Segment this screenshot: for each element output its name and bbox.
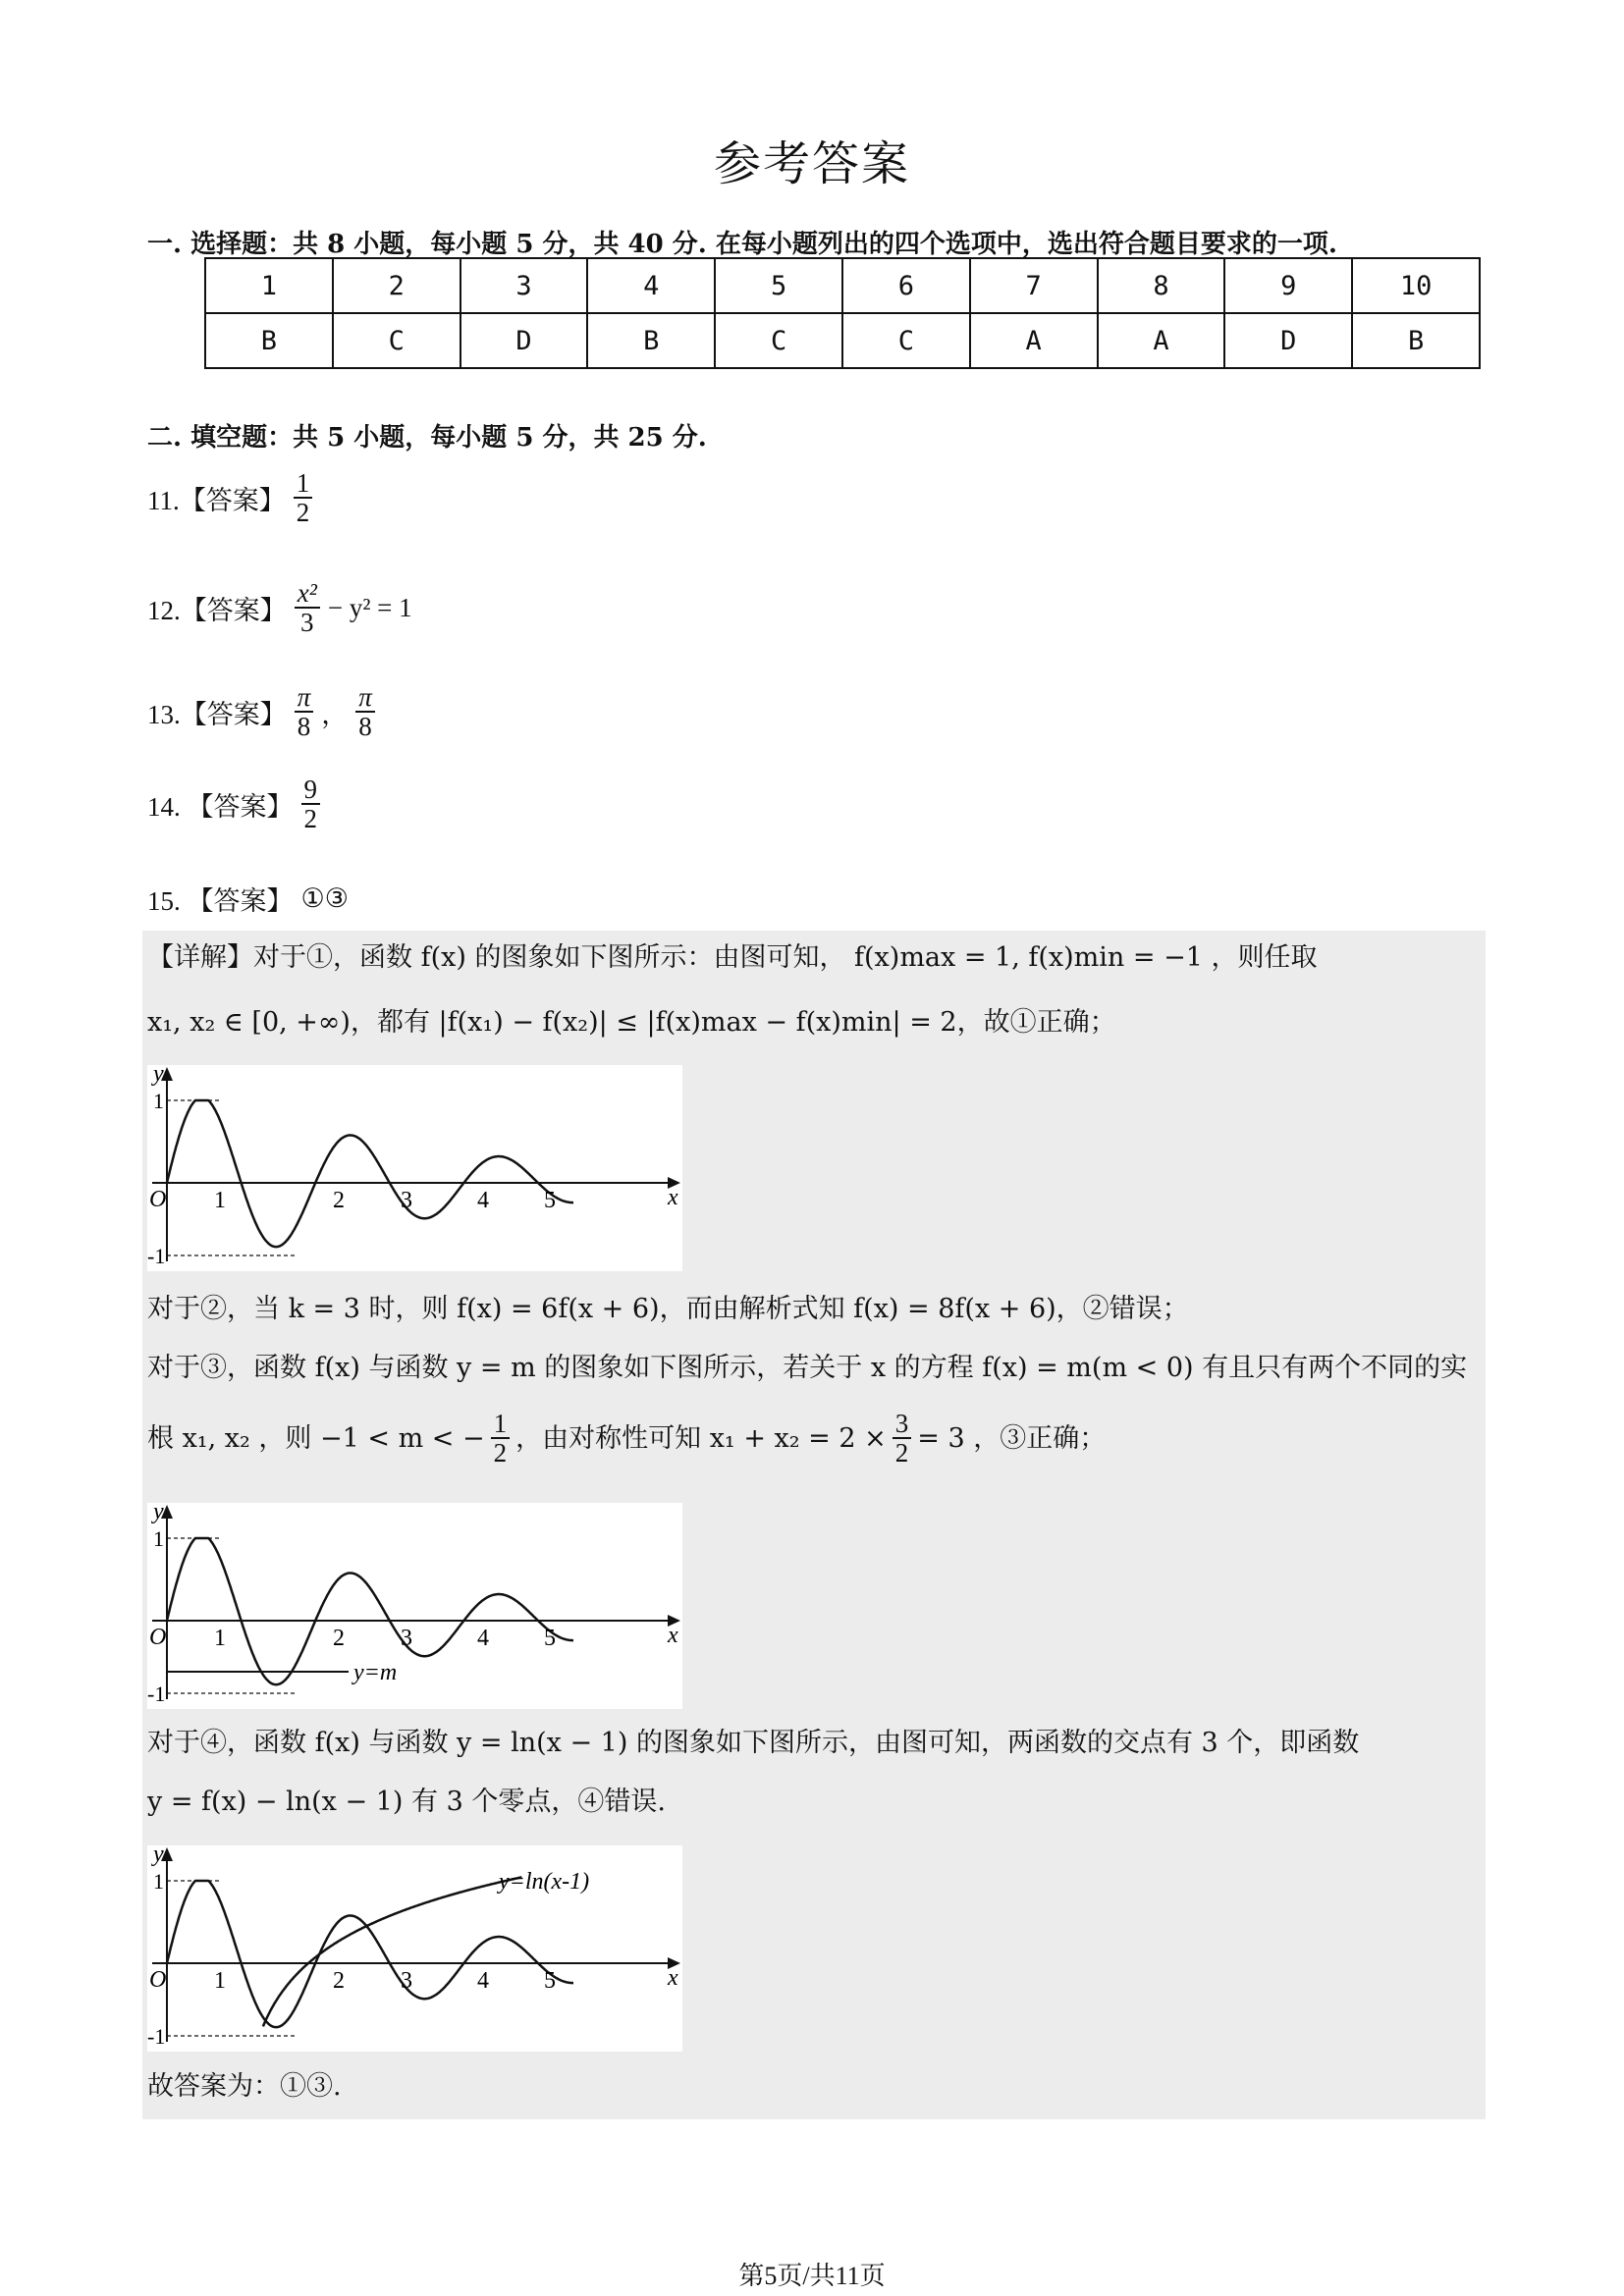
y-tick-neg1: -1 (147, 1682, 166, 1706)
answer-table-answer-row (205, 313, 1480, 368)
x-tick-label: 5 (544, 1626, 556, 1651)
question-number: 7 (970, 258, 1098, 313)
section1-heading: 一. 选择题：共 8 小题，每小题 5 分，共 40 分. 在每小题列出的四个选项中，选出符合题目要求的一项. (147, 230, 1337, 259)
line5-part-c: = 3 ，③正确； (917, 1422, 1107, 1454)
section2-heading: 二. 填空题：共 5 小题，每小题 5 分，共 25 分. (147, 423, 707, 453)
separator: ， (321, 699, 349, 730)
detail-line-2: x₁, x₂ ∈ [0, +∞)，都有 |f(x₁) − f(x₂)| ≤ |f(x)max − f(x)min| = 2，故①正确； (147, 1007, 1116, 1038)
x-tick-labels (214, 1626, 556, 1651)
line5-part-a: 根 x₁, x₂ ，则 −1 < m < − (147, 1422, 485, 1454)
detail-line-4: 对于③，函数 f(x) 与函数 y = m 的图象如下图所示，若关于 x 的方程 f(x) = m(m < 0) 有且只有两个不同的实 (147, 1353, 1468, 1383)
answer-12 (147, 579, 412, 637)
x-tick-label: 1 (214, 1188, 226, 1213)
detail-line-6: 对于④，函数 f(x) 与函数 y = ln(x − 1) 的图象如下图所示，由图可知，两函数的交点有 3 个，即函数 (147, 1728, 1360, 1758)
answer-cell: A (970, 313, 1098, 368)
function-graph-2 (147, 1503, 682, 1709)
y-tick-neg1: -1 (147, 1244, 166, 1268)
x-tick-label: 4 (477, 1626, 489, 1651)
detail-line-1: 【详解】对于①，函数 f(x) 的图象如下图所示：由图可知， f(x)max = 1, f(x)min = −1 ，则任取 (147, 942, 1318, 973)
y-equals-m-label: y=m (353, 1660, 398, 1685)
y-label: y (153, 1065, 164, 1087)
x-tick-label: 4 (477, 1188, 489, 1213)
answer-cell: C (333, 313, 460, 368)
x-tick-labels (214, 1188, 556, 1213)
x-tick-label: 2 (333, 1188, 345, 1213)
numerator: 9 (301, 775, 321, 805)
fraction (301, 775, 321, 833)
page-title: 参考答案 (713, 136, 910, 191)
question-number: 9 (1224, 258, 1352, 313)
answer-15 (147, 880, 349, 918)
line5-part-b: ，由对称性可知 x₁ + x₂ = 2 × (515, 1422, 887, 1454)
detail-line-3: 对于②，当 k = 3 时，则 f(x) = 6f(x + 6)，而由解析式知 f(x) = 8f(x + 6)，②错误； (147, 1294, 1189, 1324)
answer-label: 11.【答案】 (147, 485, 286, 515)
x-tick-label: 5 (544, 1188, 556, 1213)
denominator: 2 (303, 804, 317, 834)
numerator: 1 (491, 1410, 511, 1439)
f-curve (167, 1881, 573, 2027)
answer-cell: C (715, 313, 842, 368)
question-number: 2 (333, 258, 460, 313)
y-tick-neg1: -1 (147, 2024, 166, 2049)
answer-value: ①③ (300, 883, 349, 914)
x-tick-label: 2 (333, 1968, 345, 1994)
y-label: y (153, 1503, 164, 1524)
ln-curve-label: y=ln(x-1) (499, 1869, 590, 1895)
numerator: 3 (893, 1410, 912, 1439)
fraction (893, 1410, 912, 1468)
y-tick-1: 1 (153, 1869, 164, 1894)
fraction (294, 469, 313, 527)
fraction (295, 579, 320, 637)
question-number: 1 (205, 258, 333, 313)
question-number: 4 (587, 258, 715, 313)
x-tick-label: 3 (401, 1968, 412, 1994)
denominator: 2 (296, 498, 310, 528)
page-footer: 第5页/共11页 (738, 2262, 886, 2290)
numerator: 1 (294, 469, 313, 499)
answer-label: 15. 【答案】 (147, 886, 294, 916)
question-number: 10 (1352, 258, 1480, 313)
answer-14 (147, 775, 320, 833)
origin-label: O (149, 1967, 167, 1993)
answer-table (204, 257, 1481, 369)
function-graph-3 (147, 1845, 682, 2052)
answer-11 (147, 469, 312, 527)
origin-label: O (149, 1625, 167, 1650)
numerator: π (355, 683, 375, 713)
answer-cell: B (205, 313, 333, 368)
answer-label: 13.【答案】 (147, 699, 287, 729)
function-graph-1 (147, 1065, 682, 1271)
answer-label: 14. 【答案】 (147, 791, 294, 822)
answer-table-number-row (205, 258, 1480, 313)
y-tick-1: 1 (153, 1526, 164, 1551)
x-tick-label: 1 (214, 1626, 226, 1651)
x-tick-label: 3 (401, 1626, 412, 1651)
numerator: x² (295, 579, 320, 609)
question-number: 5 (715, 258, 842, 313)
f-curve (167, 1100, 573, 1247)
answer-cell: A (1098, 313, 1225, 368)
x-label: x (668, 1623, 678, 1648)
denominator: 8 (297, 712, 311, 742)
question-number: 6 (842, 258, 970, 313)
detail-line-5 (147, 1410, 1106, 1468)
denominator: 3 (300, 608, 314, 638)
x-tick-label: 5 (544, 1968, 556, 1994)
denominator: 2 (894, 1438, 909, 1468)
ln-curve (263, 1877, 522, 2026)
x-tick-label: 4 (477, 1968, 489, 1994)
detail-line-7: y = f(x) − ln(x − 1) 有 3 个零点，④错误. (147, 1787, 666, 1817)
y-label: y (153, 1845, 164, 1867)
fraction (295, 683, 314, 741)
question-number: 3 (460, 258, 588, 313)
x-tick-label: 1 (214, 1968, 226, 1994)
x-tick-labels (214, 1968, 556, 1994)
question-number: 8 (1098, 258, 1225, 313)
denominator: 8 (358, 712, 372, 742)
denominator: 2 (493, 1438, 508, 1468)
x-label: x (668, 1185, 678, 1210)
answer-cell: D (1224, 313, 1352, 368)
detail-line-8: 故答案为：①③. (147, 2071, 342, 2102)
answer-cell: B (1352, 313, 1480, 368)
x-label: x (668, 1965, 678, 1991)
equation-rest: − y² = 1 (327, 592, 412, 622)
x-tick-label: 2 (333, 1626, 345, 1651)
answer-cell: C (842, 313, 970, 368)
numerator: π (295, 683, 314, 713)
answer-cell: D (460, 313, 588, 368)
x-tick-label: 3 (401, 1188, 412, 1213)
y-tick-1: 1 (153, 1089, 164, 1113)
fraction (355, 683, 375, 741)
fraction (491, 1410, 511, 1468)
answer-cell: B (587, 313, 715, 368)
answer-label: 12.【答案】 (147, 595, 287, 625)
origin-label: O (149, 1187, 167, 1212)
answer-13 (147, 683, 375, 741)
